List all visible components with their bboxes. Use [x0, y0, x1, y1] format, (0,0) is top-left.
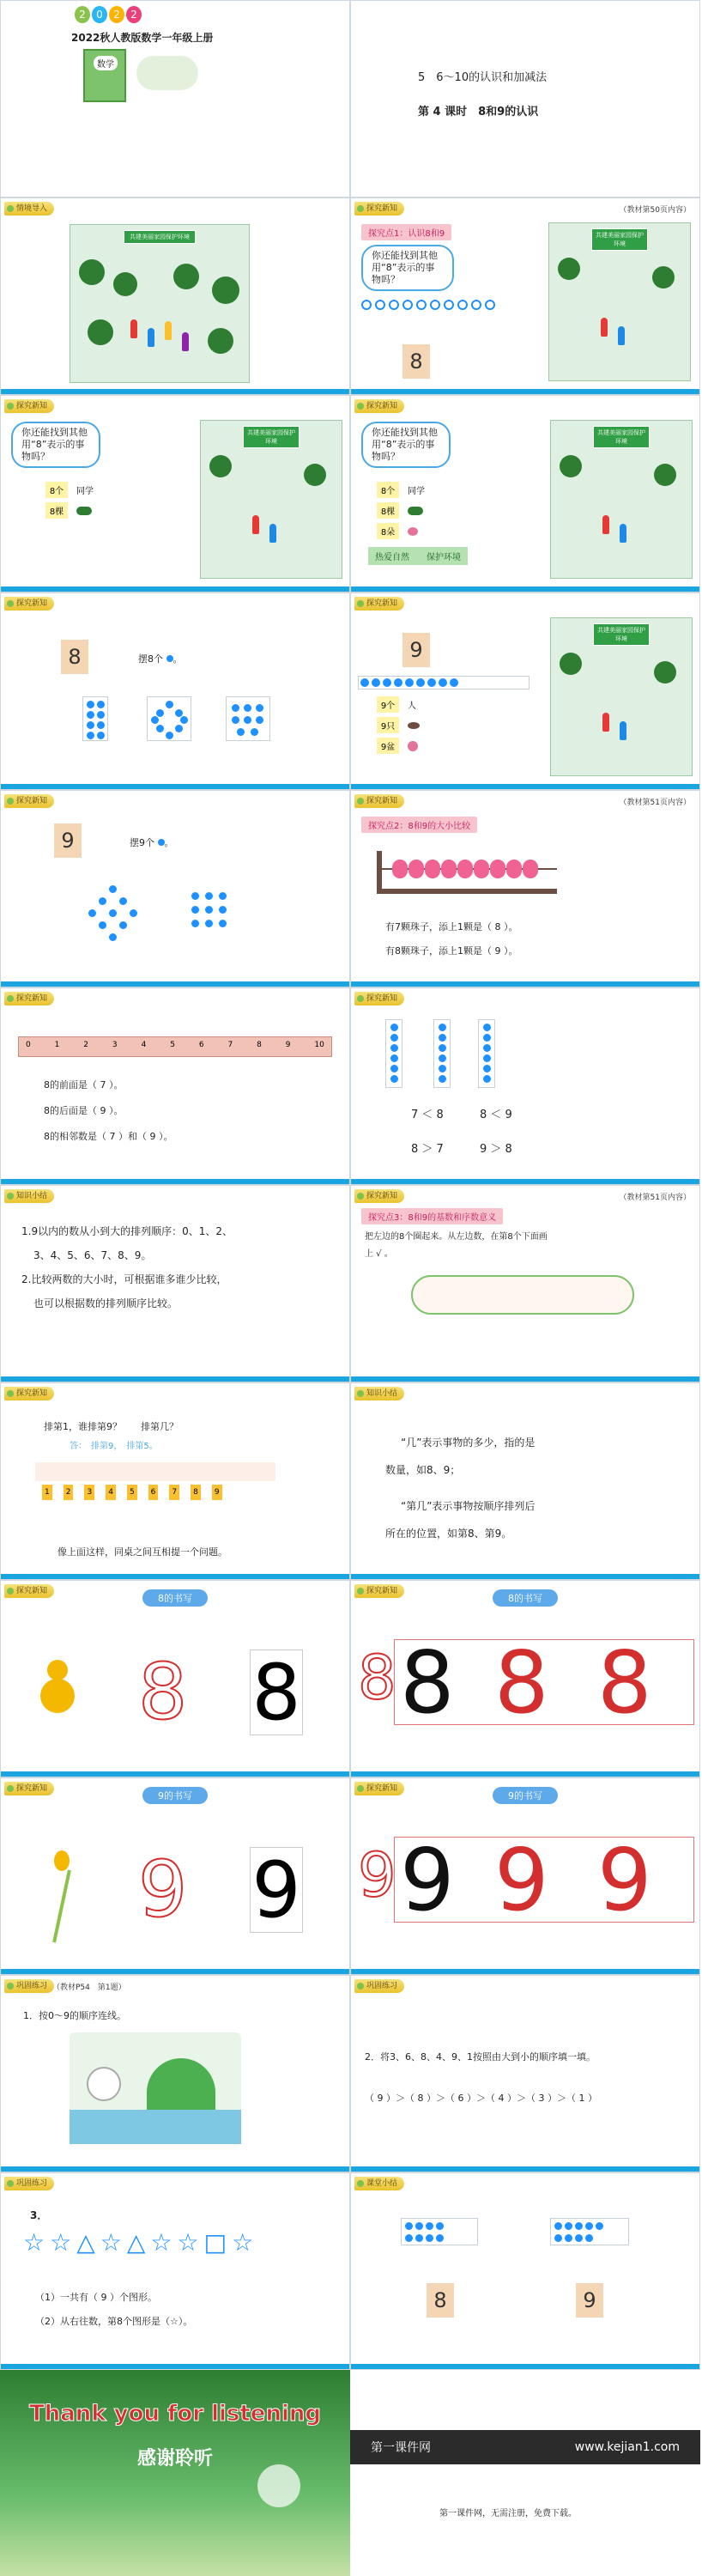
answer-line-2: 有8颗珠子，添上1颗是（ 9 ）。 [385, 945, 518, 957]
dot [119, 897, 127, 905]
slogan: 热爱自然 保护环境 [368, 547, 468, 565]
answer-line-2: 8的后面是（ 9 ）。 [44, 1105, 124, 1116]
dot [130, 909, 137, 917]
spoon-illustration [54, 1850, 70, 1945]
slide-knowledge-2: 知识小结 “几”表示事物的多少，指的是 数量，如8、9； “第几”表示事物按顺序排列后 所在的位置，如第8、第9。 [350, 1382, 700, 1580]
writing-title: 8的书写 [142, 1589, 208, 1607]
bird-icon [408, 722, 420, 729]
ruler [18, 1036, 332, 1057]
dot [390, 1075, 398, 1083]
answer-line-2: （2）从右往数，第8个图形是（☆）。 [35, 2316, 193, 2327]
dot [232, 716, 239, 724]
number-card: 9 [54, 823, 82, 858]
dot-column-8 [433, 1019, 451, 1088]
star-icon: ☆ [232, 2228, 254, 2257]
section-tag: 探究新知 [4, 1387, 54, 1400]
bead [408, 860, 424, 878]
animal-row [411, 1275, 634, 1315]
dot [219, 906, 227, 914]
writing-title: 9的书写 [493, 1787, 558, 1804]
point-label: 探究点1：认识8和9 [361, 224, 451, 240]
section-tag: 探究新知 [4, 1584, 54, 1598]
textbook-ref: （教材P54 第1题） [52, 1984, 126, 1992]
ruler-tick: 10 [314, 1041, 324, 1049]
section-tag: 情境导入 [4, 202, 54, 216]
textbook-ref: （教材第51页内容） [619, 799, 691, 807]
compare-1: 7 ＜ 8 [411, 1109, 444, 1121]
square-icon: □ [203, 2228, 227, 2257]
dots-8 [401, 2218, 478, 2245]
instruction: 摆9个 。 [130, 837, 174, 848]
dot [427, 678, 436, 687]
circle-marker [402, 300, 413, 310]
trace-9: 9 [358, 1840, 396, 1911]
section-tag: 探究新知 [354, 794, 404, 808]
bead [392, 860, 408, 878]
cover-title-slide [350, 0, 700, 197]
dot [244, 716, 251, 724]
star-icon: ☆ [100, 2228, 122, 2257]
slide-explore-2: 探究新知 你还能找到其他用“8”表示的事物吗？ 8个 同学 8棵 共建美丽家园保护环境 [0, 395, 350, 592]
bush-icon [408, 507, 423, 515]
dot [97, 721, 105, 729]
dot [394, 678, 402, 687]
dot [554, 2234, 562, 2242]
bead [441, 860, 457, 878]
answer: 答： 排第9， 排第5。 [70, 1442, 158, 1451]
dot [119, 921, 127, 929]
section-tag: 探究新知 [354, 202, 404, 216]
dot [109, 885, 117, 893]
count-table: 8个 同学 8棵 [45, 482, 94, 523]
brand-name: 第一课件网 [371, 2441, 431, 2455]
ruler-tick: 4 [141, 1041, 147, 1049]
answer-line-1: 有7颗珠子，添上1颗是（ 8 ）。 [385, 921, 518, 933]
ruler-tick: 2 [83, 1041, 89, 1049]
position-numbers [42, 1485, 222, 1500]
writing-title: 9的书写 [142, 1787, 208, 1804]
trace-9: 9 [138, 1844, 188, 1935]
section-tag: 巩固练习 [4, 2177, 54, 2190]
abacus [377, 851, 557, 894]
bead [523, 860, 538, 878]
dot [439, 678, 447, 687]
dot [87, 721, 94, 729]
slide-explore-8 [0, 987, 350, 1185]
brand-url[interactable]: www.kejian1.com [574, 2440, 680, 2454]
dot [256, 704, 263, 712]
slide-writing-9a [0, 1777, 350, 1975]
bead [506, 860, 522, 878]
answer-line-1: 8的前面是（ 7 ）。 [44, 1079, 124, 1091]
number-card: 9 [402, 633, 430, 667]
point-label: 探究点3：8和9的基数和序数意义 [361, 1208, 503, 1224]
slide-summary [350, 2172, 700, 2370]
bush-icon [76, 507, 92, 515]
dot [109, 909, 117, 917]
textbook-ref: （教材第50页内容） [619, 206, 691, 215]
dot-pattern-diamond [87, 885, 138, 945]
ruler-tick: 7 [227, 1041, 233, 1049]
ruler-tick: 6 [198, 1041, 204, 1049]
question-number: 3． [30, 2209, 48, 2221]
question-bubble: 你还能找到其他用“8”表示的事物吗？ [361, 422, 451, 468]
compare-4: 9 ＞ 8 [480, 1143, 512, 1156]
position-number: 5 [127, 1485, 137, 1500]
gourd-illustration [40, 1649, 75, 1753]
circle-marker [389, 300, 399, 310]
dot [166, 732, 173, 739]
brand-footnote: 第一课件网，无需注册，免费下载。 [439, 2509, 577, 2518]
dot [483, 1065, 491, 1072]
star-icon: ☆ [23, 2228, 45, 2257]
dot [575, 2222, 583, 2230]
section-tag: 课堂小结 [354, 2177, 404, 2190]
dot [565, 2222, 572, 2230]
footnote: 像上面这样，同桌之间互相提一个问题。 [57, 1546, 227, 1558]
slide-explore-5: 探究新知 9 9个 人 9只 9盆 共建美丽家园保护环境 [350, 592, 700, 790]
slide-explore-4 [0, 592, 350, 790]
cover-slide [0, 0, 350, 197]
circle-marker [416, 300, 427, 310]
slide-explore-6 [0, 790, 350, 987]
dot [554, 2222, 562, 2230]
section-tag: 探究新知 [354, 597, 404, 611]
section-tag: 探究新知 [4, 794, 54, 808]
slide-intro [0, 197, 350, 395]
dot [439, 1024, 446, 1031]
slide-explore-11 [0, 1382, 350, 1580]
section-tag: 探究新知 [354, 992, 404, 1005]
dot [483, 1024, 491, 1031]
dot [390, 1065, 398, 1072]
section-tag: 探究新知 [4, 399, 54, 413]
dot [415, 2234, 423, 2242]
bead [457, 860, 473, 878]
writing-grid: 8 8 8 [394, 1639, 694, 1725]
dot [219, 920, 227, 927]
dot-row [358, 676, 530, 690]
textbook-cover: 数学 [83, 49, 126, 102]
unit-title: 5 6～10的认识和加减法 [418, 71, 548, 84]
dot-pattern-grid [191, 892, 234, 935]
dot [483, 1054, 491, 1062]
counting-circles [361, 300, 495, 310]
dot [439, 1075, 446, 1083]
dot [244, 704, 251, 712]
slide-knowledge-1: 知识小结 1.9以内的数从小到大的排列顺序：0、1、2、 3、4、5、6、7、8、9。 2.比较两数的大小时，可根据谁多谁少比较， 也可以根据数的排列顺序比较。 [0, 1185, 350, 1382]
dot [416, 678, 425, 687]
position-number: 4 [106, 1485, 116, 1500]
thanks-cn: 感谢聆听 [136, 2448, 213, 2470]
bead [474, 860, 489, 878]
dot [360, 678, 369, 687]
number-card: 8 [402, 344, 430, 379]
dot [191, 920, 199, 927]
dot [426, 2222, 433, 2230]
star-icon: ☆ [50, 2228, 72, 2257]
dandelion-icon [257, 2464, 300, 2507]
dot-column-9 [478, 1019, 495, 1088]
dot [87, 732, 94, 739]
dot [205, 920, 213, 927]
bead-row [392, 860, 538, 878]
dot-column-7 [385, 1019, 402, 1088]
circle-marker [430, 300, 440, 310]
section-tag: 探究新知 [354, 1584, 404, 1598]
dot [191, 906, 199, 914]
park-scene: 共建美丽家园保护环境 [70, 224, 250, 383]
dot [483, 1075, 491, 1083]
dot [97, 732, 105, 739]
dot [439, 1034, 446, 1042]
circle-marker [485, 300, 495, 310]
position-number: 2 [64, 1485, 74, 1500]
dot [205, 892, 213, 900]
ruler-tick: 8 [257, 1041, 262, 1049]
slide-explore-7 [350, 790, 700, 987]
section-tag: 探究新知 [4, 597, 54, 611]
dot [436, 2222, 444, 2230]
answer: （ 9 ）＞（ 8 ）＞（ 6 ）＞（ 4 ）＞（ 3 ）＞（ 1 ） [365, 2093, 597, 2104]
dot [450, 678, 458, 687]
section-tag: 探究新知 [4, 1782, 54, 1795]
slide-explore-3: 探究新知 你还能找到其他用“8”表示的事物吗？ 8个 同学 8棵 8朵 热爱自然 保护环境 共建美丽家园保护环境 [350, 395, 700, 592]
number-card-8: 8 [427, 2283, 454, 2318]
dot [483, 1034, 491, 1042]
dot [390, 1054, 398, 1062]
dot [156, 709, 164, 717]
section-tag: 巩固练习 [4, 1979, 54, 1993]
triangle-icon: △ [126, 2228, 146, 2257]
dot [439, 1054, 446, 1062]
circle-marker [444, 300, 454, 310]
ruler-tick: 1 [54, 1041, 60, 1049]
animal-queue [35, 1462, 275, 1481]
dot [596, 2222, 603, 2230]
ruler-tick: 3 [112, 1041, 118, 1049]
grid-9: 9 [250, 1847, 303, 1933]
position-number: 1 [42, 1485, 52, 1500]
dot [585, 2222, 593, 2230]
flower-icon [408, 527, 418, 536]
compare-2: 8 ＜ 9 [480, 1109, 512, 1121]
cat-fishing-illustration [70, 2032, 241, 2144]
ruler-tick: 0 [26, 1041, 31, 1049]
slide-writing-8a [0, 1580, 350, 1777]
dot [390, 1024, 398, 1031]
section-tag: 知识小结 [4, 1189, 54, 1203]
slide-explore-10: 探究新知 （教材第51页内容） 探究点3：8和9的基数和序数意义 把左边的8个圈起来。从左边数，在第8个下面画 上 √ 。 [350, 1185, 700, 1382]
ruler-tick: 9 [285, 1041, 291, 1049]
position-number: 6 [148, 1485, 159, 1500]
dot [405, 2222, 413, 2230]
dot [436, 2234, 444, 2242]
section-tag: 探究新知 [354, 1782, 404, 1795]
position-number: 3 [84, 1485, 94, 1500]
dot [439, 1044, 446, 1052]
thanks-slide [0, 2370, 350, 2576]
dot [99, 897, 106, 905]
dot [585, 2234, 593, 2242]
question-bubble: 你还能找到其他用“8”表示的事物吗？ [361, 245, 454, 291]
grid-8: 8 [250, 1649, 303, 1735]
dot-pattern-3 [226, 696, 270, 741]
position-number: 9 [212, 1485, 222, 1500]
dot [390, 1044, 398, 1052]
question-bubble: 你还能找到其他用“8”表示的事物吗？ [11, 422, 100, 468]
shape-row [23, 2228, 253, 2257]
circle-marker [361, 300, 372, 310]
star-icon: ☆ [177, 2228, 199, 2257]
dot [88, 909, 96, 917]
trace-8: 8 [358, 1643, 396, 1713]
compare-3: 8 ＞ 7 [411, 1143, 444, 1156]
question: 1．按0～9的顺序连线。 [23, 2010, 126, 2021]
slide-practice-3 [0, 2172, 350, 2370]
number-card-9: 9 [576, 2283, 603, 2318]
dot [426, 2234, 433, 2242]
dot [87, 711, 94, 719]
bead [490, 860, 505, 878]
dot [219, 892, 227, 900]
dot [439, 1065, 446, 1072]
dot [256, 716, 263, 724]
writing-title: 8的书写 [493, 1589, 558, 1607]
dot [390, 1034, 398, 1042]
section-tag: 巩固练习 [354, 1979, 404, 1993]
dot [156, 725, 164, 732]
dot [372, 678, 380, 687]
section-tag: 探究新知 [4, 992, 54, 1005]
dot [97, 711, 105, 719]
dot [87, 701, 94, 708]
brand-slide [350, 2370, 700, 2576]
dot [151, 716, 159, 724]
dot [180, 716, 188, 724]
question: 排第1，谁排第9？ 排第几？ [44, 1421, 179, 1432]
dots-9 [550, 2218, 629, 2245]
dot [251, 728, 258, 736]
lesson-title: 第 4 课时 8和9的认识 [418, 106, 539, 118]
dot-pattern-1 [82, 696, 108, 741]
year-balloons: 2 0 2 2 [75, 6, 142, 23]
dot [405, 678, 414, 687]
dot [109, 933, 117, 941]
textbook-ref: （教材第51页内容） [619, 1194, 691, 1202]
slide-practice-2 [350, 1975, 700, 2172]
slide-writing-8b [350, 1580, 700, 1777]
question: 2．将3、6、8、4、9、1按照由大到小的顺序填一填。 [365, 2051, 596, 2063]
potted-plant-icon [408, 741, 418, 751]
bead [425, 860, 440, 878]
teacher-illustration [136, 56, 198, 90]
slide-practice-1 [0, 1975, 350, 2172]
section-tag: 探究新知 [354, 1189, 404, 1203]
answer-line-3: 8的相邻数是（ 7 ）和（ 9 ）。 [44, 1131, 173, 1142]
dot [205, 906, 213, 914]
trace-8: 8 [138, 1647, 188, 1737]
dot [565, 2234, 572, 2242]
slide-writing-9b [350, 1777, 700, 1975]
slide-explore-1: 探究新知 （教材第50页内容） 探究点1：认识8和9 你还能找到其他用“8”表示的事物吗？ 8 共建美丽家园保护环境 [350, 197, 700, 395]
circle-marker [457, 300, 468, 310]
ruler-tick: 5 [170, 1041, 175, 1049]
series-title: 2022秋人教版数学一年级上册 [71, 32, 214, 44]
section-tag: 探究新知 [354, 399, 404, 413]
dot [97, 701, 105, 708]
dot [232, 704, 239, 712]
dot [99, 921, 106, 929]
point-label: 探究点2：8和9的大小比较 [361, 817, 477, 833]
position-number: 7 [169, 1485, 179, 1500]
number-card: 8 [61, 640, 88, 674]
position-number: 8 [191, 1485, 201, 1500]
dot-pattern-2 [147, 696, 191, 741]
dot [415, 2222, 423, 2230]
ruler-ticks [26, 1041, 324, 1049]
thanks-title: Thank you for listening [29, 2401, 321, 2427]
circle-marker [375, 300, 385, 310]
answer-line-1: （1）一共有（ 9 ）个图形。 [35, 2292, 157, 2303]
circle-marker [471, 300, 481, 310]
dot [191, 892, 199, 900]
dot [383, 678, 391, 687]
instruction: 摆8个 。 [138, 653, 183, 665]
dot [405, 2234, 413, 2242]
dot [575, 2234, 583, 2242]
dot [175, 725, 183, 732]
count-table: 9个 人 9只 9盆 [377, 696, 420, 758]
dot [483, 1044, 491, 1052]
slide-explore-9 [350, 987, 700, 1185]
star-icon: ☆ [150, 2228, 172, 2257]
count-table: 8个 同学 8棵 8朵 [377, 482, 425, 544]
dot [237, 728, 245, 736]
writing-grid: 9 9 9 [394, 1837, 694, 1923]
section-tag: 知识小结 [354, 1387, 404, 1400]
triangle-icon: △ [76, 2228, 95, 2257]
dot [166, 701, 173, 708]
brand-bar [350, 2430, 700, 2464]
